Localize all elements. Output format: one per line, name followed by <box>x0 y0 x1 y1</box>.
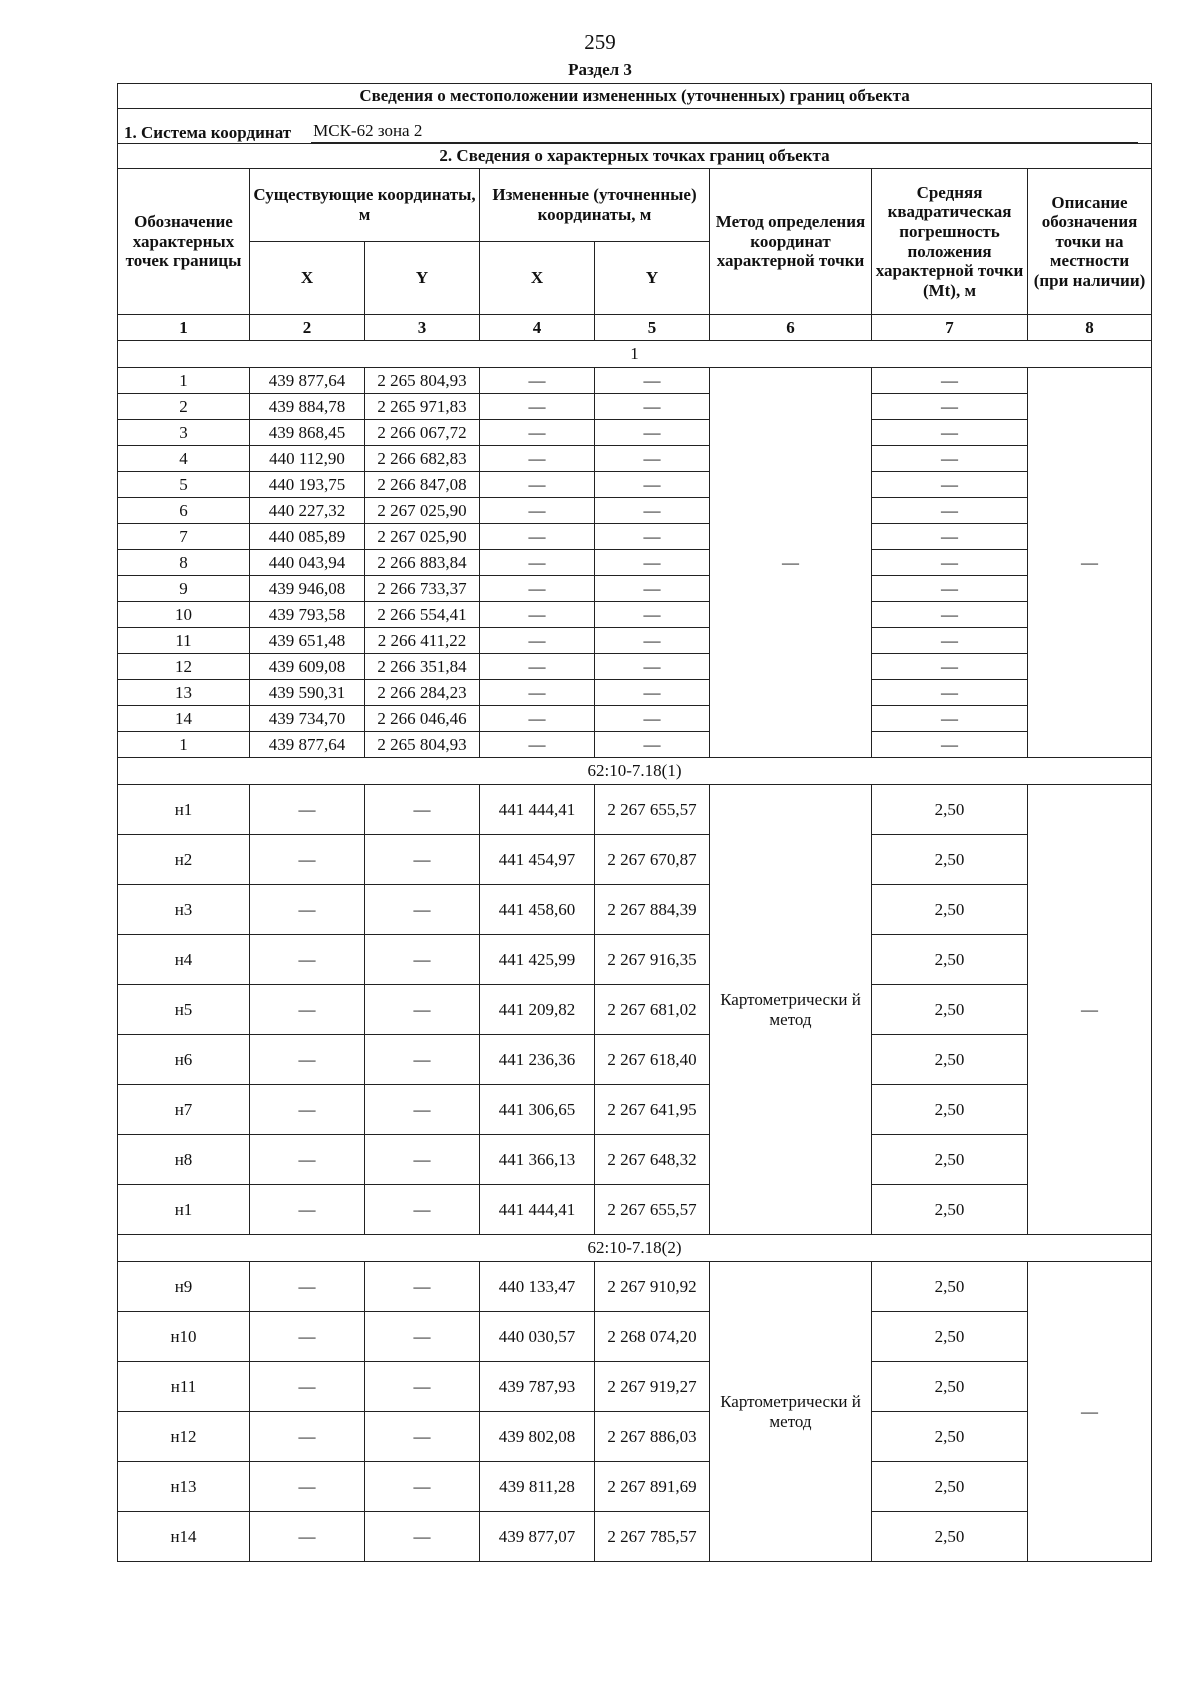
error-mt: — <box>872 550 1028 576</box>
point-designation: 3 <box>118 420 250 446</box>
existing-x: 439 877,64 <box>250 732 365 758</box>
error-mt: — <box>872 680 1028 706</box>
error-mt: — <box>872 420 1028 446</box>
error-mt: — <box>872 368 1028 394</box>
table-row <box>118 1085 1152 1135</box>
table-row <box>118 472 1152 498</box>
existing-x: 440 193,75 <box>250 472 365 498</box>
point-designation: н12 <box>118 1412 250 1462</box>
existing-y: 2 266 883,84 <box>365 550 480 576</box>
coord-system-row <box>118 109 1152 144</box>
changed-y: — <box>595 628 710 654</box>
point-designation: н10 <box>118 1312 250 1362</box>
table-row <box>118 706 1152 732</box>
changed-y: — <box>595 472 710 498</box>
existing-y: 2 267 025,90 <box>365 524 480 550</box>
error-mt: — <box>872 602 1028 628</box>
existing-y: — <box>365 935 480 985</box>
point-designation: 5 <box>118 472 250 498</box>
existing-x: 440 112,90 <box>250 446 365 472</box>
changed-y: — <box>595 602 710 628</box>
changed-x: 441 444,41 <box>480 785 595 835</box>
section-title: Раздел 3 <box>568 60 632 79</box>
existing-y: — <box>365 1262 480 1312</box>
existing-x: 439 793,58 <box>250 602 365 628</box>
error-mt: 2,50 <box>872 1135 1028 1185</box>
error-mt: 2,50 <box>872 1412 1028 1462</box>
existing-x: 439 884,78 <box>250 394 365 420</box>
existing-y: — <box>365 1085 480 1135</box>
error-mt: 2,50 <box>872 985 1028 1035</box>
changed-y: 2 267 655,57 <box>595 785 710 835</box>
changed-x: 440 030,57 <box>480 1312 595 1362</box>
column-number: 4 <box>480 315 595 341</box>
header-existing-coords: Существующие координаты, м <box>250 169 480 242</box>
existing-y: — <box>365 1185 480 1235</box>
changed-x: 441 425,99 <box>480 935 595 985</box>
existing-y: 2 265 804,93 <box>365 732 480 758</box>
existing-y: — <box>365 1512 480 1562</box>
changed-y: 2 268 074,20 <box>595 1312 710 1362</box>
point-designation: 9 <box>118 576 250 602</box>
table-row <box>118 985 1152 1035</box>
changed-x: 441 306,65 <box>480 1085 595 1135</box>
header-existing-y: Y <box>365 242 480 315</box>
changed-x: — <box>480 628 595 654</box>
table-row <box>118 420 1152 446</box>
existing-x: — <box>250 1135 365 1185</box>
column-number: 8 <box>1028 315 1152 341</box>
point-designation: н11 <box>118 1362 250 1412</box>
group-header-row <box>118 758 1152 785</box>
point-designation: 12 <box>118 654 250 680</box>
error-mt: 2,50 <box>872 885 1028 935</box>
point-designation: 11 <box>118 628 250 654</box>
existing-x: — <box>250 1185 365 1235</box>
table-row <box>118 394 1152 420</box>
table-row <box>118 1362 1152 1412</box>
table-row <box>118 602 1152 628</box>
table-title: Сведения о местоположении измененных (уточненных) границ объекта <box>118 84 1152 109</box>
error-mt: 2,50 <box>872 1312 1028 1362</box>
changed-y: 2 267 681,02 <box>595 985 710 1035</box>
changed-x: 441 458,60 <box>480 885 595 935</box>
header-existing-x: X <box>250 242 365 315</box>
changed-x: 441 209,82 <box>480 985 595 1035</box>
point-designation: н4 <box>118 935 250 985</box>
table-row <box>118 1185 1152 1235</box>
point-designation: н2 <box>118 835 250 885</box>
existing-x: — <box>250 885 365 935</box>
changed-x: 441 236,36 <box>480 1035 595 1085</box>
existing-y: 2 266 554,41 <box>365 602 480 628</box>
changed-y: 2 267 886,03 <box>595 1412 710 1462</box>
changed-x: — <box>480 732 595 758</box>
table-row <box>118 1312 1152 1362</box>
point-designation: н14 <box>118 1512 250 1562</box>
group-label: 1 <box>118 341 1152 368</box>
description-cell: — <box>1028 785 1152 1235</box>
table-row <box>118 1262 1152 1312</box>
point-designation: 4 <box>118 446 250 472</box>
point-designation: н9 <box>118 1262 250 1312</box>
table-row <box>118 524 1152 550</box>
error-mt: 2,50 <box>872 1512 1028 1562</box>
changed-y: 2 267 910,92 <box>595 1262 710 1312</box>
existing-x: — <box>250 1035 365 1085</box>
existing-x: — <box>250 985 365 1035</box>
coord-system-label: 1. Система координат <box>124 123 292 143</box>
group-header-row <box>118 1235 1152 1262</box>
existing-x: 439 868,45 <box>250 420 365 446</box>
table-row <box>118 1035 1152 1085</box>
existing-y: — <box>365 1312 480 1362</box>
table-row <box>118 550 1152 576</box>
existing-y: 2 266 284,23 <box>365 680 480 706</box>
existing-x: — <box>250 1512 365 1562</box>
error-mt: 2,50 <box>872 1462 1028 1512</box>
changed-x: 441 454,97 <box>480 835 595 885</box>
header-error: Средняя квадратическая погрешность положения характерной точки (Mt), м <box>872 169 1028 315</box>
existing-y: — <box>365 1462 480 1512</box>
table-row <box>118 1412 1152 1462</box>
existing-y: 2 266 046,46 <box>365 706 480 732</box>
changed-x: — <box>480 498 595 524</box>
point-designation: н8 <box>118 1135 250 1185</box>
error-mt: 2,50 <box>872 1035 1028 1085</box>
point-designation: 10 <box>118 602 250 628</box>
existing-x: — <box>250 1462 365 1512</box>
existing-y: — <box>365 1362 480 1412</box>
error-mt: — <box>872 472 1028 498</box>
method-cell: Картометрически й метод <box>710 1262 872 1562</box>
changed-y: — <box>595 654 710 680</box>
point-designation: н6 <box>118 1035 250 1085</box>
existing-x: 439 877,64 <box>250 368 365 394</box>
error-mt: — <box>872 628 1028 654</box>
existing-x: 439 609,08 <box>250 654 365 680</box>
description-cell: — <box>1028 368 1152 758</box>
point-designation: 6 <box>118 498 250 524</box>
table-row <box>118 654 1152 680</box>
point-designation: н5 <box>118 985 250 1035</box>
changed-y: 2 267 785,57 <box>595 1512 710 1562</box>
table-row <box>118 1135 1152 1185</box>
existing-x: — <box>250 935 365 985</box>
table-row <box>118 885 1152 935</box>
error-mt: — <box>872 446 1028 472</box>
changed-x: — <box>480 472 595 498</box>
error-mt: 2,50 <box>872 1362 1028 1412</box>
changed-x: — <box>480 654 595 680</box>
changed-x: 441 366,13 <box>480 1135 595 1185</box>
error-mt: 2,50 <box>872 1085 1028 1135</box>
column-number: 2 <box>250 315 365 341</box>
point-designation: н1 <box>118 785 250 835</box>
changed-x: — <box>480 706 595 732</box>
changed-x: 441 444,41 <box>480 1185 595 1235</box>
error-mt: 2,50 <box>872 785 1028 835</box>
table-row <box>118 835 1152 885</box>
existing-x: 439 651,48 <box>250 628 365 654</box>
point-designation: н7 <box>118 1085 250 1135</box>
changed-y: 2 267 618,40 <box>595 1035 710 1085</box>
header-changed-x: X <box>480 242 595 315</box>
point-designation: 1 <box>118 368 250 394</box>
description-cell: — <box>1028 1262 1152 1562</box>
point-designation: 13 <box>118 680 250 706</box>
changed-y: — <box>595 550 710 576</box>
changed-x: — <box>480 576 595 602</box>
existing-x: — <box>250 1362 365 1412</box>
changed-x: — <box>480 368 595 394</box>
existing-y: 2 266 682,83 <box>365 446 480 472</box>
group-label: 62:10-7.18(2) <box>118 1235 1152 1262</box>
point-designation: 8 <box>118 550 250 576</box>
table-row <box>118 732 1152 758</box>
existing-y: — <box>365 1035 480 1085</box>
table-row <box>118 1462 1152 1512</box>
existing-y: 2 266 351,84 <box>365 654 480 680</box>
existing-y: — <box>365 835 480 885</box>
error-mt: 2,50 <box>872 835 1028 885</box>
table-row <box>118 935 1152 985</box>
point-designation: 1 <box>118 732 250 758</box>
changed-x: — <box>480 602 595 628</box>
header-designation: Обозначение характерных точек границы <box>118 169 250 315</box>
changed-y: — <box>595 576 710 602</box>
changed-y: 2 267 655,57 <box>595 1185 710 1235</box>
column-number: 7 <box>872 315 1028 341</box>
table-row <box>118 628 1152 654</box>
error-mt: — <box>872 498 1028 524</box>
changed-x: 439 787,93 <box>480 1362 595 1412</box>
changed-y: — <box>595 524 710 550</box>
existing-x: — <box>250 785 365 835</box>
existing-y: — <box>365 985 480 1035</box>
changed-y: 2 267 919,27 <box>595 1362 710 1412</box>
changed-x: — <box>480 394 595 420</box>
header-method: Метод определения координат характерной точки <box>710 169 872 315</box>
changed-x: — <box>480 680 595 706</box>
existing-y: 2 266 067,72 <box>365 420 480 446</box>
page-number: 259 <box>584 30 616 54</box>
existing-x: 439 734,70 <box>250 706 365 732</box>
table-row <box>118 680 1152 706</box>
point-designation: 14 <box>118 706 250 732</box>
existing-y: 2 265 971,83 <box>365 394 480 420</box>
table-row <box>118 446 1152 472</box>
table-row <box>118 498 1152 524</box>
point-designation: н13 <box>118 1462 250 1512</box>
method-cell: — <box>710 368 872 758</box>
existing-x: 439 946,08 <box>250 576 365 602</box>
group-header-row <box>118 341 1152 368</box>
error-mt: 2,50 <box>872 1262 1028 1312</box>
group-label: 62:10-7.18(1) <box>118 758 1152 785</box>
changed-x: — <box>480 420 595 446</box>
changed-y: — <box>595 368 710 394</box>
point-designation: 7 <box>118 524 250 550</box>
error-mt: — <box>872 576 1028 602</box>
existing-x: 440 043,94 <box>250 550 365 576</box>
changed-y: 2 267 916,35 <box>595 935 710 985</box>
changed-y: — <box>595 394 710 420</box>
table-row <box>118 576 1152 602</box>
existing-y: 2 267 025,90 <box>365 498 480 524</box>
changed-y: — <box>595 446 710 472</box>
header-description: Описание обозначения точки на местности (при наличии) <box>1028 169 1152 315</box>
changed-x: 439 877,07 <box>480 1512 595 1562</box>
changed-y: 2 267 884,39 <box>595 885 710 935</box>
boundary-points-table <box>117 83 1152 1562</box>
column-number: 5 <box>595 315 710 341</box>
changed-y: 2 267 641,95 <box>595 1085 710 1135</box>
changed-x: — <box>480 524 595 550</box>
changed-y: 2 267 891,69 <box>595 1462 710 1512</box>
column-number: 3 <box>365 315 480 341</box>
existing-x: — <box>250 1085 365 1135</box>
existing-x: — <box>250 1262 365 1312</box>
existing-x: — <box>250 1312 365 1362</box>
changed-y: — <box>595 420 710 446</box>
changed-y: — <box>595 680 710 706</box>
changed-x: — <box>480 550 595 576</box>
existing-y: 2 266 411,22 <box>365 628 480 654</box>
points-section-title: 2. Сведения о характерных точках границ объекта <box>118 144 1152 169</box>
error-mt: — <box>872 394 1028 420</box>
point-designation: 2 <box>118 394 250 420</box>
coord-system-value: МСК-62 зона 2 <box>311 121 1138 143</box>
header-changed-y: Y <box>595 242 710 315</box>
point-designation: н1 <box>118 1185 250 1235</box>
error-mt: — <box>872 732 1028 758</box>
changed-x: 439 802,08 <box>480 1412 595 1462</box>
existing-y: — <box>365 1135 480 1185</box>
point-designation: н3 <box>118 885 250 935</box>
changed-y: — <box>595 732 710 758</box>
existing-x: — <box>250 835 365 885</box>
existing-x: 440 085,89 <box>250 524 365 550</box>
existing-y: — <box>365 785 480 835</box>
header-changed-coords: Измененные (уточненные) координаты, м <box>480 169 710 242</box>
existing-y: — <box>365 885 480 935</box>
existing-y: 2 266 733,37 <box>365 576 480 602</box>
existing-y: 2 266 847,08 <box>365 472 480 498</box>
changed-x: 440 133,47 <box>480 1262 595 1312</box>
error-mt: — <box>872 524 1028 550</box>
existing-y: — <box>365 1412 480 1462</box>
changed-x: — <box>480 446 595 472</box>
changed-y: 2 267 648,32 <box>595 1135 710 1185</box>
changed-y: — <box>595 706 710 732</box>
column-number: 1 <box>118 315 250 341</box>
error-mt: — <box>872 706 1028 732</box>
table-row <box>118 368 1152 394</box>
table-row <box>118 785 1152 835</box>
existing-x: 439 590,31 <box>250 680 365 706</box>
existing-x: 440 227,32 <box>250 498 365 524</box>
changed-y: — <box>595 498 710 524</box>
existing-y: 2 265 804,93 <box>365 368 480 394</box>
method-cell: Картометрически й метод <box>710 785 872 1235</box>
table-row <box>118 1512 1152 1562</box>
error-mt: 2,50 <box>872 1185 1028 1235</box>
column-number: 6 <box>710 315 872 341</box>
existing-x: — <box>250 1412 365 1462</box>
error-mt: — <box>872 654 1028 680</box>
error-mt: 2,50 <box>872 935 1028 985</box>
changed-x: 439 811,28 <box>480 1462 595 1512</box>
changed-y: 2 267 670,87 <box>595 835 710 885</box>
